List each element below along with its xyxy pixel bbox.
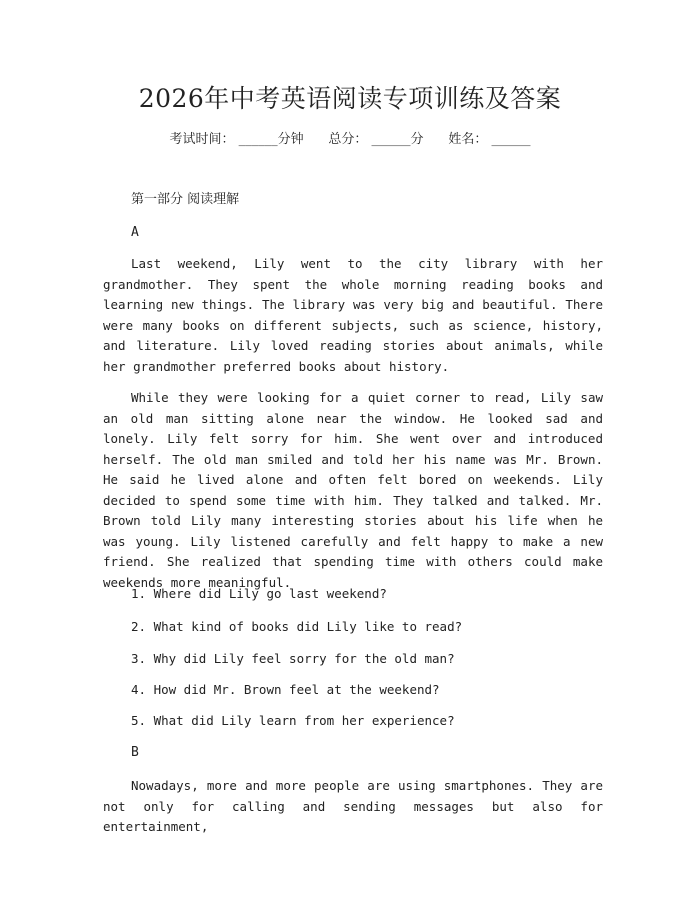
question-1: 1. Where did Lily go last weekend? xyxy=(131,586,387,601)
page-title: 2026年中考英语阅读专项训练及答案 xyxy=(138,84,562,113)
question-4: 4. How did Mr. Brown feel at the weekend? xyxy=(131,682,440,697)
passage-a-paragraph-1: Last weekend, Lily went to the city library with her grandmother. They spent the whole morning reading books and learning new things. The library was very big and beautiful. There were many books on different subjects, such as science, history, and literature. Lily loved reading stories about animals, while her grandmother preferred books about history. xyxy=(103,256,603,374)
question-2: 2. What kind of books did Lily like to read? xyxy=(131,619,463,634)
passage-b-label: B xyxy=(131,745,139,760)
passage-b-paragraph-1: Nowadays, more and more people are using smartphones. They are not only for calling and sending messages but also for entertainment, xyxy=(103,778,603,834)
question-5: 5. What did Lily learn from her experience? xyxy=(131,713,455,728)
question-3: 3. Why did Lily feel sorry for the old man? xyxy=(131,651,455,666)
passage-a-label: A xyxy=(131,225,139,240)
section-heading: 第一部分 阅读理解 xyxy=(131,192,240,207)
exam-info-line: 考试时间： ______分钟 总分： ______分 姓名： ______ xyxy=(169,132,531,147)
passage-a-paragraph-2: While they were looking for a quiet corner to read, Lily saw an old man sitting alone near the window. He looked sad and lonely. Lily felt sorry for him. She went over and introduced herself. The old man smiled and told her his name was Mr. Brown. He said he lived alone and often felt bored on weekends. Lily decided to spend some time with him. They talked and talked. Mr. Brown told Lily many interesting stories about his life when he was young. Lily listened carefully and felt happy to make a new friend. She realized that spending time with others could make weekends more meaningful. xyxy=(103,390,603,590)
